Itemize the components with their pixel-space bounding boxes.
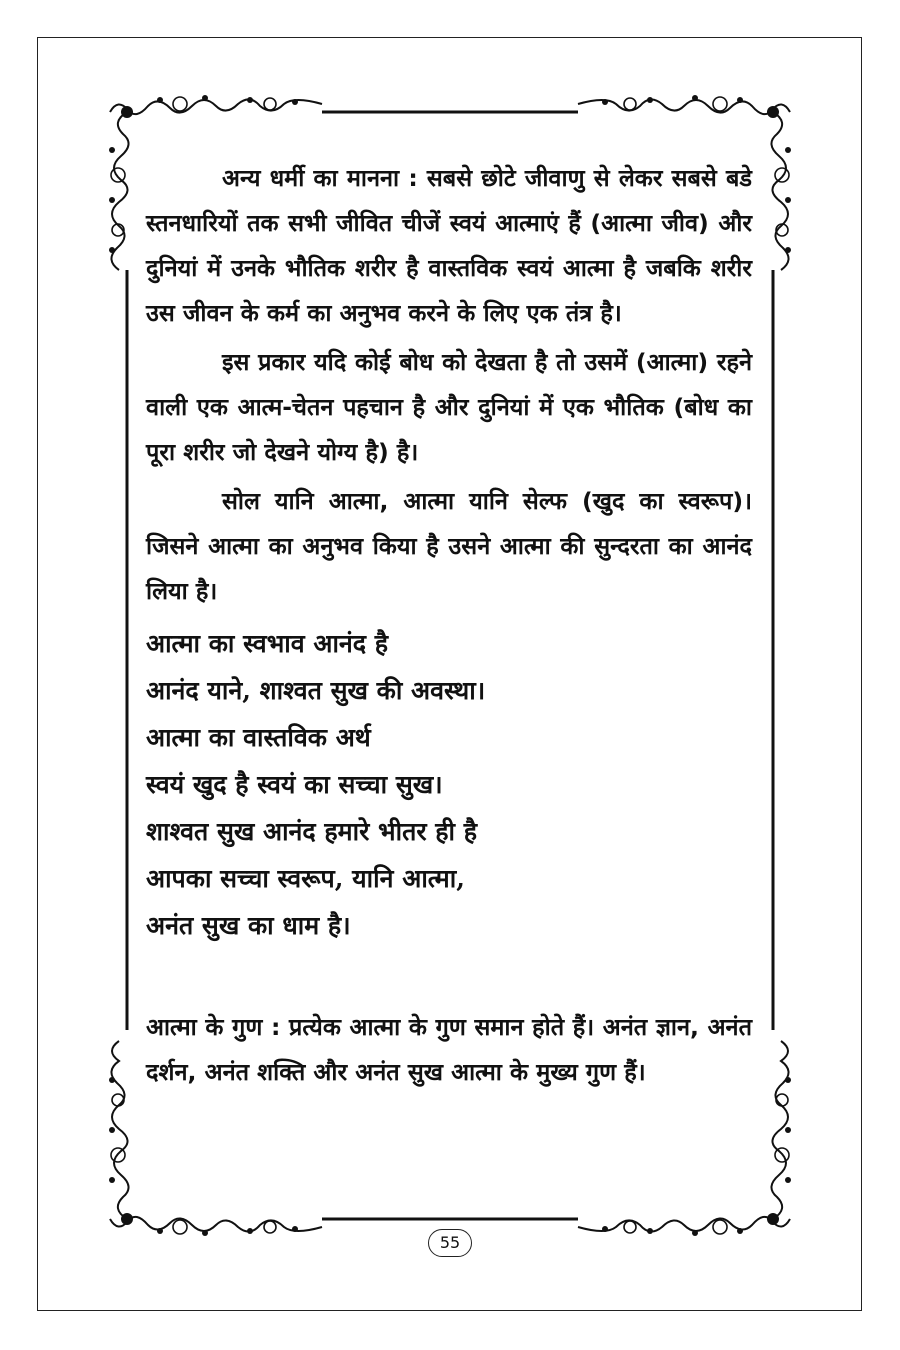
verse-line: आपका सच्चा स्वरूप, यानि आत्मा, xyxy=(146,864,465,893)
verse-line: आत्मा का स्वभाव आनंद है xyxy=(146,629,389,658)
verse-line: स्वयं खुद है स्वयं का सच्चा सुख। xyxy=(146,770,443,799)
page-number: 55 xyxy=(428,1229,472,1257)
paragraph-other-beliefs: अन्य धर्मी का मानना : सबसे छोटे जीवाणु से लेकर सबसे बडे स्तनधारियों तक सभी जीवित चीजें स्वयं आत्माएं हैं (आत्मा जीव) और दुनियां में उनके भौतिक शरीर है वास्तविक स्वयं आत्मा है जबकि शरीर उस जीवन के कर्म का अनुभव करने के लिए एक तंत्र है। xyxy=(146,164,752,327)
verse-line: आत्मा का वास्तविक अर्थ xyxy=(146,723,371,752)
paragraph-seeing-being: इस प्रकार यदि कोई बोध को देखता है तो उसमें (आत्मा) रहने वाली एक आत्म-चेतन पहचान है और दुनियां में एक भौतिक (बोध का पूरा शरीर जो देखने योग्य है) है। xyxy=(146,348,752,466)
verse-line: आनंद याने, शाश्वत सुख की अवस्था। xyxy=(146,676,486,705)
verse-line: शाश्वत सुख आनंद हमारे भीतर ही है xyxy=(146,817,477,846)
paragraph-soul-qualities: आत्मा के गुण : प्रत्येक आत्मा के गुण समान होते हैं। अनंत ज्ञान, अनंत दर्शन, अनंत शक्ति और अनंत सुख आत्मा के मुख्य गुण हैं। xyxy=(146,1013,752,1086)
verse-block xyxy=(146,620,752,949)
verse-line: अनंत सुख का धाम है। xyxy=(146,911,351,940)
paragraph-soul-self: सोल यानि आत्मा, आत्मा यानि सेल्फ (खुद का स्वरूप)। जिसने आत्मा का अनुभव किया है उसने आत्मा की सुन्दरता का आनंद लिया है। xyxy=(146,487,752,605)
page-body xyxy=(146,156,752,1095)
